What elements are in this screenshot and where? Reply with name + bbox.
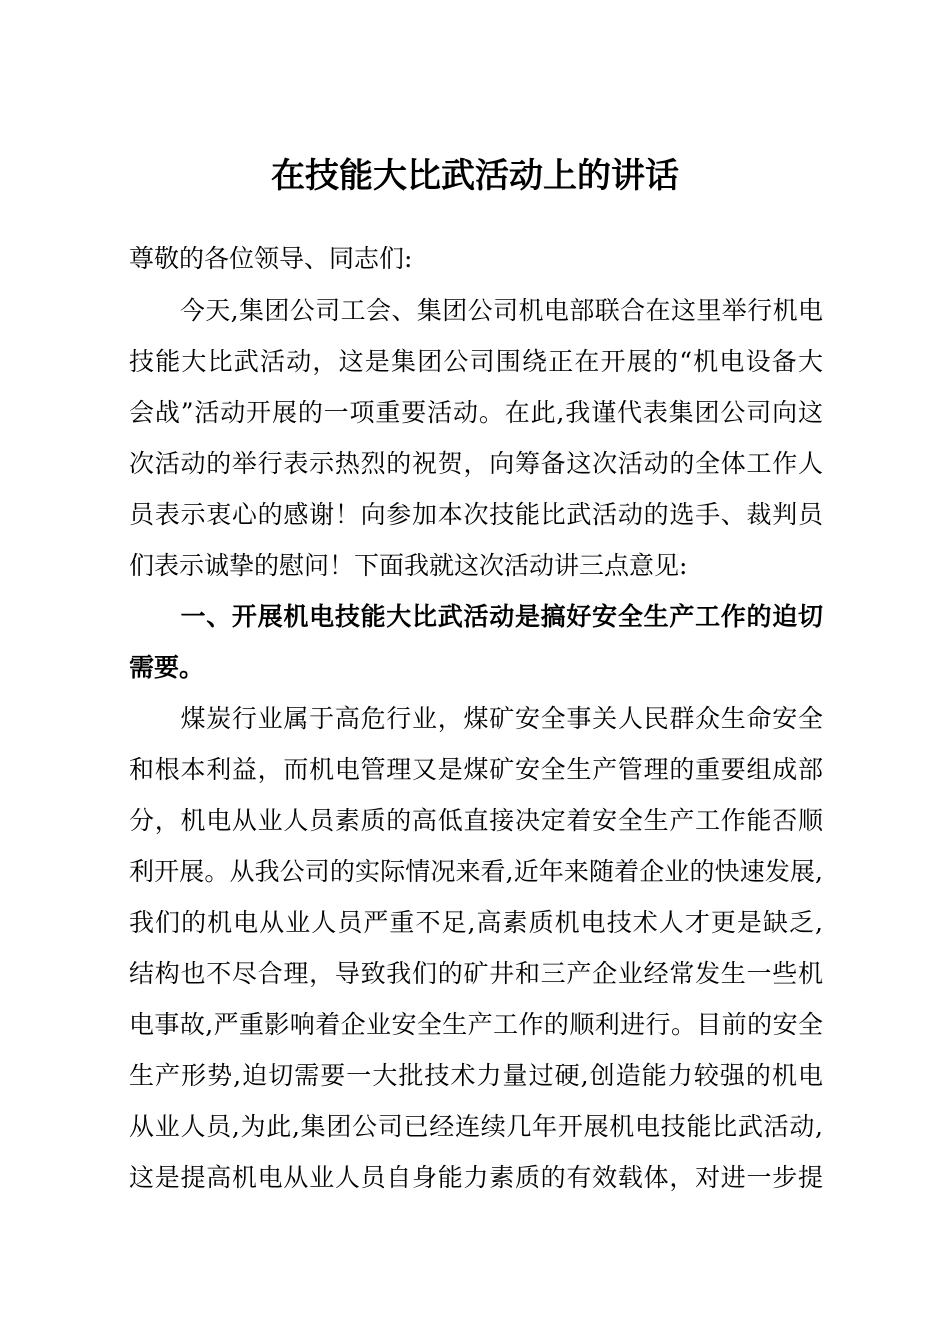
paragraph-line: 从业人员,为此,集团公司已经连续几年开展机电技能比武活动, (129, 1112, 823, 1141)
paragraph-line: 分，机电从业人员素质的高低直接决定着安全生产工作能否顺 (129, 806, 823, 835)
paragraph-line: 今天,集团公司工会、集团公司机电部联合在这里举行机电 (129, 296, 823, 325)
salutation-line: 尊敬的各位领导、同志们: (129, 244, 413, 273)
paragraph-line: 煤炭行业属于高危行业，煤矿安全事关人民群众生命安全 (129, 704, 823, 733)
paragraph-line: 利开展。从我公司的实际情况来看,近年来随着企业的快速发展, (129, 857, 823, 886)
paragraph-line: 技能大比武活动，这是集团公司围绕正在开展的“机电设备大 (129, 347, 823, 376)
paragraph-line: 生产形势,迫切需要一大批技术力量过硬,创造能力较强的机电 (129, 1061, 823, 1090)
paragraph-line: 结构也不尽合理，导致我们的矿井和三产企业经常发生一些机 (129, 959, 823, 988)
paragraph-line: 会战”活动开展的一项重要活动。在此,我谨代表集团公司向这 (129, 398, 823, 427)
section-heading-line: 一、开展机电技能大比武活动是搞好安全生产工作的迫切 (129, 602, 823, 631)
paragraph-line: 电事故,严重影响着企业安全生产工作的顺利进行。目前的安全 (129, 1010, 823, 1039)
paragraph-line: 这是提高机电从业人员自身能力素质的有效载体，对进一步提 (129, 1163, 823, 1192)
document-title: 在技能大比武活动上的讲话 (271, 156, 679, 196)
paragraph-line: 和根本利益，而机电管理又是煤矿安全生产管理的重要组成部 (129, 755, 823, 784)
paragraph-line: 次活动的举行表示热烈的祝贺，向筹备这次活动的全体工作人 (129, 449, 823, 478)
section-heading-line: 需要。 (129, 653, 205, 682)
paragraph-line: 员表示衷心的感谢！向参加本次技能比武活动的选手、裁判员 (129, 500, 823, 529)
paragraph-line: 我们的机电从业人员严重不足,高素质机电技术人才更是缺乏, (129, 908, 823, 937)
paragraph-line: 们表示诚挚的慰问！下面我就这次活动讲三点意见: (129, 551, 688, 580)
